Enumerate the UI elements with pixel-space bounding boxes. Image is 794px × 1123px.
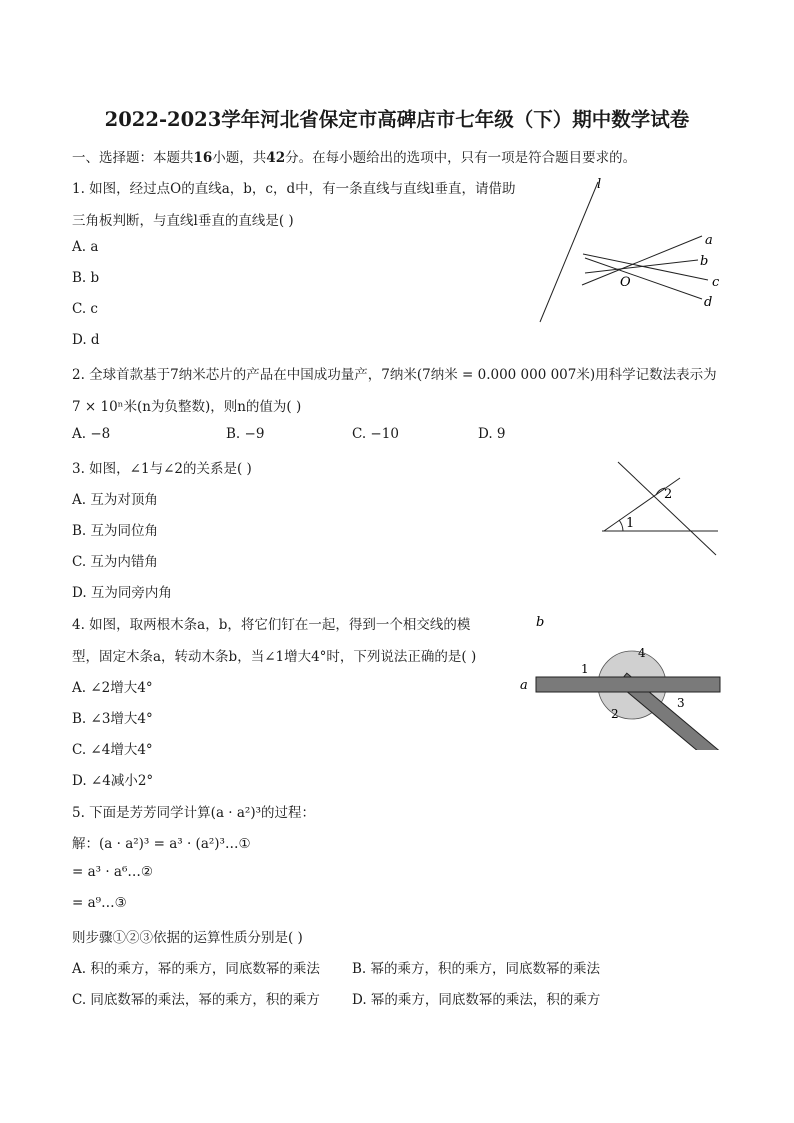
section-mid: 小题，共 bbox=[212, 150, 267, 166]
q1-option-d: D. d bbox=[72, 332, 100, 348]
label-b: b bbox=[536, 615, 545, 630]
line-l bbox=[540, 182, 598, 322]
q4-option-a: A. ∠2增大4° bbox=[72, 680, 153, 696]
q2-option-d: D. 9 bbox=[478, 426, 506, 442]
q5-step1: 解：(a · a²)³ = a³ · (a²)³…① bbox=[72, 836, 251, 852]
label-b: b bbox=[700, 254, 709, 269]
section-head: 一、选择题：本题共 bbox=[72, 150, 194, 166]
page-title: 2022-2023学年河北省保定市高碑店市七年级（下）期中数学试卷 bbox=[104, 108, 690, 131]
label-d: d bbox=[704, 295, 713, 310]
rising-line bbox=[604, 478, 680, 531]
q5-step2: = a³ · a⁶…② bbox=[72, 864, 153, 880]
section-score: 42 bbox=[266, 150, 286, 166]
q5-question: 则步骤①②③依据的运算性质分别是( ) bbox=[72, 930, 303, 946]
stick-a bbox=[536, 677, 720, 692]
q5-option-b: B. 幂的乘方，积的乘方，同底数幂的乘法 bbox=[352, 961, 601, 977]
line-d bbox=[585, 258, 702, 299]
label-a: a bbox=[705, 233, 713, 248]
q4-option-d: D. ∠4减小2° bbox=[72, 773, 154, 789]
q1-option-a: A. a bbox=[72, 239, 99, 255]
angle-4-label: 4 bbox=[638, 646, 646, 660]
q1-figure bbox=[530, 170, 730, 330]
label-l: l bbox=[597, 177, 602, 192]
angle-2-label: 2 bbox=[611, 707, 619, 721]
q2-option-c: C. −10 bbox=[352, 426, 399, 442]
q4-figure bbox=[512, 610, 727, 750]
q2-option-b: B. −9 bbox=[226, 426, 265, 442]
q4-stem-line2: 型，固定木条a，转动木条b，当∠1增大4°时，下列说法正确的是( ) bbox=[72, 649, 477, 665]
q1-stem-line1: 1. 如图，经过点O的直线a，b，c，d中，有一条直线与直线l垂直，请借助 bbox=[72, 181, 516, 197]
crossing-line bbox=[618, 462, 716, 555]
angle-1-arc bbox=[619, 520, 623, 531]
angle-1-label: 1 bbox=[581, 662, 589, 676]
label-a: a bbox=[520, 678, 528, 693]
section-heading bbox=[72, 146, 636, 166]
q3-option-a: A. 互为对顶角 bbox=[72, 492, 158, 508]
q3-stem: 3. 如图，∠1与∠2的关系是( ) bbox=[72, 461, 252, 477]
label-o: O bbox=[620, 275, 631, 290]
q3-option-c: C. 互为内错角 bbox=[72, 554, 158, 570]
label-c: c bbox=[712, 275, 720, 290]
q4-option-c: C. ∠4增大4° bbox=[72, 742, 153, 758]
q2-stem-line2: 7 × 10ⁿ米(n为负整数)，则n的值为( ) bbox=[72, 399, 302, 415]
section-tail: 分。在每小题给出的选项中，只有一项是符合题目要求的。 bbox=[285, 150, 637, 166]
q3-figure bbox=[598, 458, 723, 560]
angle-1-label: 1 bbox=[626, 516, 635, 531]
q1-stem-line2: 三角板判断，与直线l垂直的直线是( ) bbox=[72, 213, 294, 229]
q4-option-b: B. ∠3增大4° bbox=[72, 711, 153, 727]
q5-stem: 5. 下面是芳芳同学计算(a · a²)³的过程： bbox=[72, 805, 315, 821]
angle-2-label: 2 bbox=[664, 487, 673, 502]
q1-option-b: B. b bbox=[72, 270, 100, 286]
q3-option-b: B. 互为同位角 bbox=[72, 523, 159, 539]
section-count: 16 bbox=[193, 150, 213, 166]
q5-step3: = a⁹…③ bbox=[72, 895, 127, 911]
q1-option-c: C. c bbox=[72, 301, 98, 317]
q5-option-d: D. 幂的乘方，同底数幂的乘法，积的乘方 bbox=[352, 992, 601, 1008]
line-c bbox=[583, 254, 708, 280]
q3-option-d: D. 互为同旁内角 bbox=[72, 585, 172, 601]
angle-3-label: 3 bbox=[677, 696, 685, 710]
q2-stem-line1: 2. 全球首款基于7纳米芯片的产品在中国成功量产，7纳米(7纳米 = 0.000 000 007米)用科学记数法表示为 bbox=[72, 367, 717, 383]
q2-option-a: A. −8 bbox=[72, 426, 111, 442]
q4-stem-line1: 4. 如图，取两根木条a，b，将它们钉在一起，得到一个相交线的模 bbox=[72, 617, 471, 633]
q5-option-a: A. 积的乘方，幂的乘方，同底数幂的乘法 bbox=[72, 961, 320, 977]
q5-option-c: C. 同底数幂的乘法，幂的乘方，积的乘方 bbox=[72, 992, 320, 1008]
